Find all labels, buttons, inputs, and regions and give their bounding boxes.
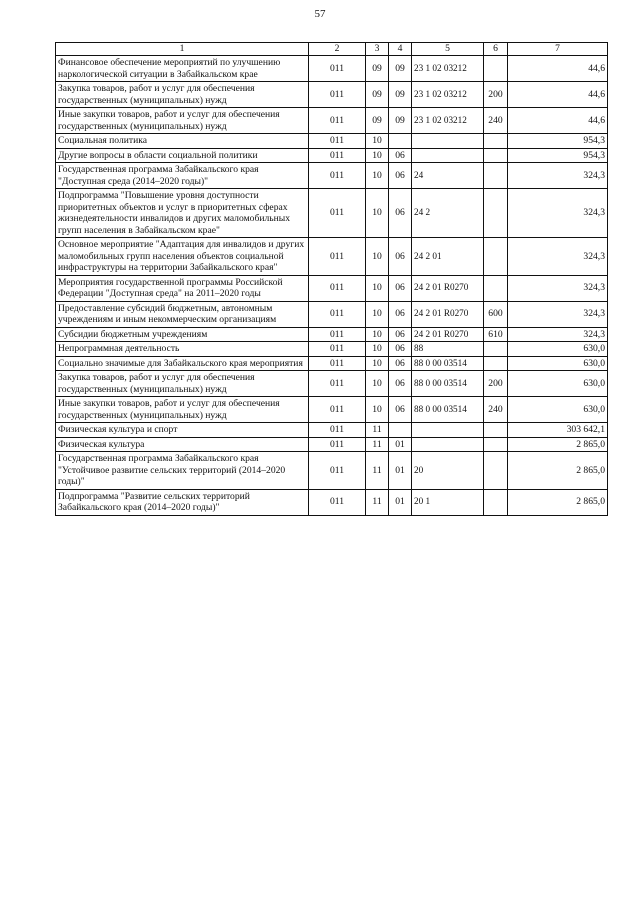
row-expense-type-cell: 240: [484, 108, 508, 134]
row-section-cell: 10: [366, 371, 389, 397]
row-amount-cell: 44,6: [508, 108, 608, 134]
table-row: [56, 397, 608, 423]
column-header: 2: [309, 43, 366, 56]
table-row: [56, 275, 608, 301]
row-target-article-cell: 88 0 00 03514: [412, 356, 484, 371]
row-expense-type-cell: 240: [484, 397, 508, 423]
table-body: [56, 56, 608, 516]
row-subsection-cell: 06: [389, 301, 412, 327]
table-row: [56, 108, 608, 134]
row-subsection-cell: 06: [389, 275, 412, 301]
row-amount-cell: 2 865,0: [508, 437, 608, 452]
row-expense-type-cell: [484, 134, 508, 149]
row-name-cell: Непрограммная деятельность: [56, 342, 309, 357]
table-row: [56, 452, 608, 490]
row-subsection-cell: [389, 134, 412, 149]
row-name-cell: Предоставление субсидий бюджетным, автономным учреждениям и иным некоммерческим организациям: [56, 301, 309, 327]
row-subsection-cell: 06: [389, 148, 412, 163]
column-header: 5: [412, 43, 484, 56]
column-header: 4: [389, 43, 412, 56]
table-row: [56, 189, 608, 238]
row-name-cell: Иные закупки товаров, работ и услуг для обеспечения государственных (муниципальных) нужд: [56, 397, 309, 423]
column-header: 6: [484, 43, 508, 56]
row-amount-cell: 630,0: [508, 356, 608, 371]
row-amount-cell: 324,3: [508, 189, 608, 238]
row-subsection-cell: 06: [389, 238, 412, 276]
row-admin-code-cell: 011: [309, 301, 366, 327]
row-admin-code-cell: 011: [309, 342, 366, 357]
row-subsection-cell: 09: [389, 82, 412, 108]
row-section-cell: 10: [366, 327, 389, 342]
row-subsection-cell: 09: [389, 108, 412, 134]
row-section-cell: 10: [366, 397, 389, 423]
row-target-article-cell: 88: [412, 342, 484, 357]
row-target-article-cell: 23 1 02 03212: [412, 108, 484, 134]
row-section-cell: 11: [366, 437, 389, 452]
row-expense-type-cell: 610: [484, 327, 508, 342]
row-expense-type-cell: [484, 437, 508, 452]
row-expense-type-cell: [484, 452, 508, 490]
column-header: 3: [366, 43, 389, 56]
row-amount-cell: 324,3: [508, 238, 608, 276]
row-name-cell: Подпрограмма "Развитие сельских территорий Забайкальского края (2014–2020 годы)": [56, 489, 309, 515]
row-target-article-cell: 23 1 02 03212: [412, 82, 484, 108]
row-name-cell: Основное мероприятие "Адаптация для инвалидов и других маломобильных групп населения объектов социальной инфраструктуры на территории Забайкальского края": [56, 238, 309, 276]
row-section-cell: 10: [366, 238, 389, 276]
row-name-cell: Закупка товаров, работ и услуг для обеспечения государственных (муниципальных) нужд: [56, 82, 309, 108]
row-target-article-cell: 23 1 02 03212: [412, 56, 484, 82]
row-subsection-cell: 06: [389, 356, 412, 371]
row-subsection-cell: 01: [389, 452, 412, 490]
row-subsection-cell: 09: [389, 56, 412, 82]
row-section-cell: 10: [366, 275, 389, 301]
row-admin-code-cell: 011: [309, 423, 366, 438]
row-target-article-cell: 24: [412, 163, 484, 189]
table-row: [56, 423, 608, 438]
row-target-article-cell: [412, 437, 484, 452]
row-admin-code-cell: 011: [309, 327, 366, 342]
row-target-article-cell: [412, 423, 484, 438]
column-header: 1: [56, 43, 309, 56]
row-expense-type-cell: [484, 423, 508, 438]
row-amount-cell: 44,6: [508, 82, 608, 108]
column-header: 7: [508, 43, 608, 56]
row-target-article-cell: 24 2 01 R0270: [412, 301, 484, 327]
row-expense-type-cell: [484, 238, 508, 276]
row-expense-type-cell: 600: [484, 301, 508, 327]
row-section-cell: 10: [366, 189, 389, 238]
row-section-cell: 09: [366, 56, 389, 82]
table-row: [56, 371, 608, 397]
row-admin-code-cell: 011: [309, 356, 366, 371]
table-row: [56, 82, 608, 108]
row-name-cell: Государственная программа Забайкальского края "Доступная среда (2014–2020 годы)": [56, 163, 309, 189]
row-amount-cell: 630,0: [508, 397, 608, 423]
budget-table: [55, 42, 608, 516]
row-admin-code-cell: 011: [309, 489, 366, 515]
row-amount-cell: 2 865,0: [508, 452, 608, 490]
row-section-cell: 11: [366, 452, 389, 490]
row-name-cell: Финансовое обеспечение мероприятий по улучшению наркологической ситуации в Забайкальском крае: [56, 56, 309, 82]
page-number: 57: [314, 8, 326, 20]
row-expense-type-cell: [484, 275, 508, 301]
row-admin-code-cell: 011: [309, 56, 366, 82]
row-name-cell: Социальная политика: [56, 134, 309, 149]
table-row: [56, 238, 608, 276]
table-row: [56, 342, 608, 357]
row-amount-cell: 954,3: [508, 148, 608, 163]
row-subsection-cell: 01: [389, 437, 412, 452]
row-target-article-cell: 24 2 01 R0270: [412, 275, 484, 301]
row-section-cell: 09: [366, 108, 389, 134]
row-expense-type-cell: [484, 163, 508, 189]
row-amount-cell: 630,0: [508, 371, 608, 397]
row-name-cell: Закупка товаров, работ и услуг для обеспечения государственных (муниципальных) нужд: [56, 371, 309, 397]
row-name-cell: Иные закупки товаров, работ и услуг для обеспечения государственных (муниципальных) нужд: [56, 108, 309, 134]
row-section-cell: 10: [366, 134, 389, 149]
row-amount-cell: 324,3: [508, 327, 608, 342]
row-admin-code-cell: 011: [309, 397, 366, 423]
row-name-cell: Подпрограмма "Повышение уровня доступности приоритетных объектов и услуг в приоритетных сферах жизнедеятельности инвалидов и других маломобильных групп населения в Забайкальском крае": [56, 189, 309, 238]
row-subsection-cell: 06: [389, 327, 412, 342]
row-subsection-cell: 06: [389, 371, 412, 397]
row-name-cell: Субсидии бюджетным учреждениям: [56, 327, 309, 342]
row-admin-code-cell: 011: [309, 371, 366, 397]
table-row: [56, 134, 608, 149]
table-row: [56, 489, 608, 515]
row-target-article-cell: 88 0 00 03514: [412, 371, 484, 397]
row-admin-code-cell: 011: [309, 163, 366, 189]
row-admin-code-cell: 011: [309, 189, 366, 238]
row-name-cell: Государственная программа Забайкальского края "Устойчивое развитие сельских территорий (2014–2020 годы)": [56, 452, 309, 490]
row-section-cell: 10: [366, 163, 389, 189]
row-expense-type-cell: [484, 356, 508, 371]
row-expense-type-cell: [484, 489, 508, 515]
row-section-cell: 10: [366, 342, 389, 357]
row-name-cell: Другие вопросы в области социальной политики: [56, 148, 309, 163]
row-section-cell: 10: [366, 148, 389, 163]
row-subsection-cell: [389, 423, 412, 438]
row-admin-code-cell: 011: [309, 148, 366, 163]
row-admin-code-cell: 011: [309, 437, 366, 452]
row-admin-code-cell: 011: [309, 238, 366, 276]
table-row: [56, 148, 608, 163]
row-admin-code-cell: 011: [309, 134, 366, 149]
table-row: [56, 437, 608, 452]
row-target-article-cell: 20: [412, 452, 484, 490]
row-admin-code-cell: 011: [309, 82, 366, 108]
row-amount-cell: 954,3: [508, 134, 608, 149]
row-section-cell: 11: [366, 489, 389, 515]
row-amount-cell: 2 865,0: [508, 489, 608, 515]
row-amount-cell: 324,3: [508, 301, 608, 327]
row-amount-cell: 630,0: [508, 342, 608, 357]
row-amount-cell: 303 642,1: [508, 423, 608, 438]
row-admin-code-cell: 011: [309, 452, 366, 490]
row-subsection-cell: 06: [389, 342, 412, 357]
row-name-cell: Мероприятия государственной программы Российской Федерации "Доступная среда" на 2011–2020 годы: [56, 275, 309, 301]
row-amount-cell: 324,3: [508, 163, 608, 189]
row-expense-type-cell: [484, 56, 508, 82]
row-section-cell: 10: [366, 356, 389, 371]
row-expense-type-cell: 200: [484, 82, 508, 108]
row-section-cell: 09: [366, 82, 389, 108]
row-amount-cell: 324,3: [508, 275, 608, 301]
row-name-cell: Физическая культура и спорт: [56, 423, 309, 438]
table-row: [56, 301, 608, 327]
row-admin-code-cell: 011: [309, 108, 366, 134]
row-target-article-cell: 24 2 01 R0270: [412, 327, 484, 342]
table-row: [56, 163, 608, 189]
row-expense-type-cell: [484, 148, 508, 163]
row-expense-type-cell: 200: [484, 371, 508, 397]
row-section-cell: 11: [366, 423, 389, 438]
row-subsection-cell: 06: [389, 163, 412, 189]
row-target-article-cell: 24 2: [412, 189, 484, 238]
row-name-cell: Физическая культура: [56, 437, 309, 452]
row-target-article-cell: 88 0 00 03514: [412, 397, 484, 423]
row-name-cell: Социально значимые для Забайкальского края мероприятия: [56, 356, 309, 371]
row-target-article-cell: 20 1: [412, 489, 484, 515]
column-number-row: [56, 43, 608, 56]
table-row: [56, 356, 608, 371]
row-subsection-cell: 06: [389, 397, 412, 423]
row-section-cell: 10: [366, 301, 389, 327]
row-admin-code-cell: 011: [309, 275, 366, 301]
table-row: [56, 327, 608, 342]
row-expense-type-cell: [484, 342, 508, 357]
row-target-article-cell: [412, 148, 484, 163]
row-target-article-cell: 24 2 01: [412, 238, 484, 276]
row-expense-type-cell: [484, 189, 508, 238]
row-subsection-cell: 06: [389, 189, 412, 238]
row-amount-cell: 44,6: [508, 56, 608, 82]
row-target-article-cell: [412, 134, 484, 149]
table-row: [56, 56, 608, 82]
row-subsection-cell: 01: [389, 489, 412, 515]
